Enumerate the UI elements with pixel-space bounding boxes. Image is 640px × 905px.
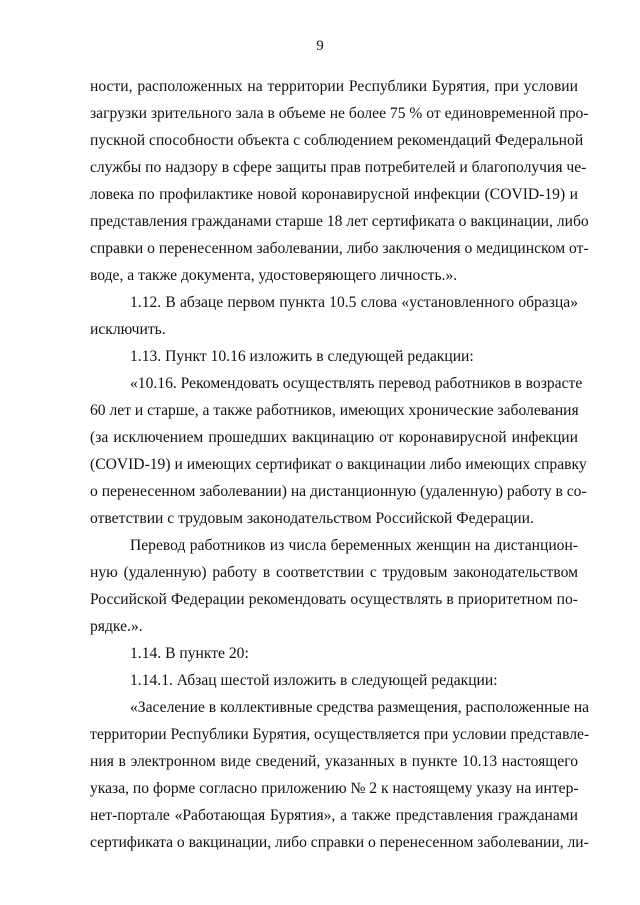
paragraph [90, 532, 578, 640]
text-line: 1.14. В пункте 20: [130, 645, 249, 662]
text-line: ную (удаленную) работу в соответствии с трудовым законодательством [90, 564, 578, 581]
text-line: 1.13. Пункт 10.16 изложить в следующей редакции: [130, 348, 474, 365]
text-line: представления гражданами старше 18 лет сертификата о вакцинации, либо [90, 213, 589, 230]
text-line: рядке.». [90, 618, 143, 635]
text-line: справки о перенесенном заболевании, либо заключения о медицинском от- [90, 240, 589, 257]
paragraph [90, 640, 578, 667]
text-line: 60 лет и старше, а также работников, имеющих хронические заболевания [90, 402, 579, 419]
text-line: (COVID-19) и имеющих сертификат о вакцинации либо имеющих справку [90, 456, 587, 473]
text-line: 1.12. В абзаце первом пункта 10.5 слова «установленного образца» [130, 294, 578, 311]
text-line: ловека по профилактике новой коронавирусной инфекции (COVID-19) и [90, 186, 578, 203]
text-line: указа, по форме согласно приложению № 2 к настоящему указу на интер- [90, 780, 579, 797]
text-line: (за исключением прошедших вакцинацию от коронавирусной инфекции [90, 429, 578, 446]
paragraph [90, 73, 589, 289]
text-line: ния в электронном виде сведений, указанных в пункте 10.13 настоящего [90, 753, 578, 770]
text-line: «10.16. Рекомендовать осуществлять перевод работников в возрасте [130, 375, 583, 392]
text-line: исключить. [90, 321, 166, 338]
text-line: сертификата о вакцинации, либо справки о перенесенном заболевании, ли- [90, 834, 589, 851]
text-line: ответствии с трудовым законодательством Российской Федерации. [90, 510, 534, 527]
text-line: территории Республики Бурятия, осуществляется при условии представле- [90, 726, 590, 743]
paragraph [90, 343, 578, 370]
paragraph [90, 289, 578, 343]
text-line: загрузки зрительного зала в объеме не более 75 % от единовременной про- [90, 105, 589, 122]
paragraph [90, 667, 578, 694]
text-line: ности, расположенных на территории Республики Бурятия, при условии [90, 78, 578, 95]
text-line: службы по надзору в сфере защиты прав потребителей и благополучия че- [90, 159, 587, 176]
text-line: Российской Федерации рекомендовать осуществлять в приоритетном по- [90, 591, 578, 608]
document-body [90, 73, 590, 856]
text-line: воде, а также документа, удостоверяющего личность.». [90, 267, 458, 284]
page-number: 9 [316, 38, 324, 54]
text-line: «Заселение в коллективные средства размещения, расположенные на [130, 699, 590, 716]
paragraph [90, 694, 590, 856]
text-line: нет-портале «Работающая Бурятия», а также представления гражданами [90, 807, 578, 824]
text-line: 1.14.1. Абзац шестой изложить в следующей редакции: [130, 672, 498, 689]
text-line: Перевод работников из числа беременных женщин на дистанцион- [130, 537, 578, 554]
text-line: пускной способности объекта с соблюдением рекомендаций Федеральной [90, 132, 584, 149]
paragraph [90, 370, 587, 532]
text-line: о перенесенном заболевании) на дистанционную (удаленную) работу в со- [90, 483, 587, 500]
